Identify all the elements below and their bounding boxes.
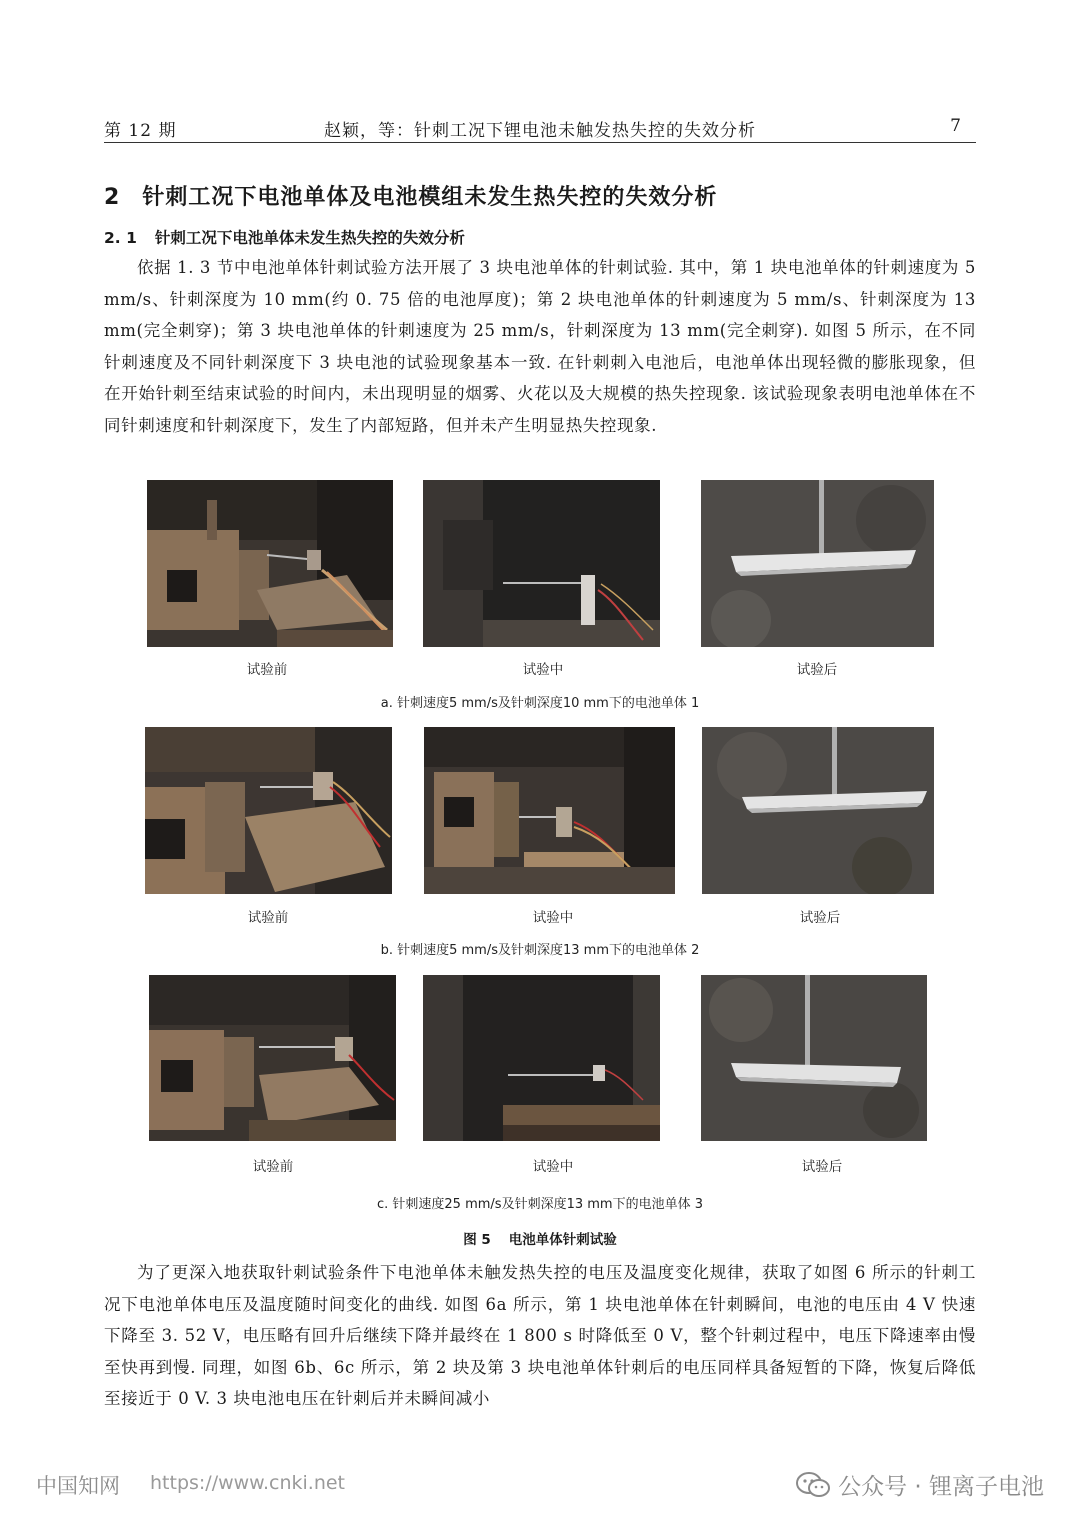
label-c-after: 试验后 — [801, 1159, 843, 1175]
wechat-account-name: 公众号 · 锂离子电池 — [838, 1474, 1044, 1500]
section-number: 2 — [104, 185, 121, 210]
subfigure-caption-a: a. 针刺速度5 mm/s及针刺深度10 mm下的电池单体 1 — [380, 696, 700, 711]
subfigure-caption-b: b. 针刺速度5 mm/s及针刺深度13 mm下的电池单体 2 — [380, 943, 700, 958]
subsection-title: 针刺工况下电池单体未发生热失控的失效分析 — [154, 229, 465, 247]
subfigure-caption-c: c. 针刺速度25 mm/s及针刺深度13 mm下的电池单体 3 — [377, 1197, 703, 1212]
label-a-before: 试验前 — [246, 662, 288, 678]
photo-c-during — [423, 975, 660, 1141]
figure-number: 图 5 — [463, 1232, 491, 1248]
running-header — [104, 112, 976, 143]
cnki-url: https://www.cnki.net — [150, 1472, 346, 1494]
photo-c-after — [701, 975, 927, 1141]
photo-b-during — [424, 727, 675, 894]
label-c-during: 试验中 — [532, 1159, 574, 1175]
photo-a-after — [701, 480, 934, 647]
page-number: 7 — [950, 116, 962, 136]
label-b-after: 试验后 — [799, 910, 841, 926]
body-paragraph-1: 依据 1. 3 节中电池单体针刺试验方法开展了 3 块电池单体的针刺试验. 其中，第 1 块电池单体的针刺速度为 5 mm/s、针刺深度为 10 mm(约 0. 75 倍的电池厚度)；第 2 块电池单体的针刺速度为 5 mm/s、针刺深度为 13 mm(完全刺穿)；第 3 块电池单体的针刺速度为 25 mm/s，针刺深度为 13 mm(完全刺穿). 如图 5 所示，在不同针刺速度及不同针刺深度下 3 块电池的试验现象基本一致. 在针刺刺入电池后，电池单体出现轻微的膨胀现象，但在开始针刺至结束试验的时间内，未出现明显的烟雾、火花以及大规模的热失控现象. 该试验现象表明电池单体在不同针刺速度和针刺深度下，发生了内部短路，但并未产生明显热失控现象. — [104, 258, 976, 435]
label-c-before: 试验前 — [252, 1159, 294, 1175]
figure-caption — [0, 1228, 1080, 1248]
photo-a-during — [423, 480, 660, 647]
cnki-brand: 中国知网 — [36, 1474, 120, 1498]
issue-number: 第 12 期 — [104, 121, 177, 141]
wechat-icon — [796, 1471, 830, 1505]
running-title: 赵颖，等：针刺工况下锂电池未触发热失控的失效分析 — [324, 121, 756, 141]
photo-b-before — [145, 727, 392, 894]
photo-b-after — [702, 727, 934, 894]
body-paragraph-2: 为了更深入地获取针刺试验条件下电池单体未触发热失控的电压及温度变化规律，获取了如图 6 所示的针刺工况下电池单体电压及温度随时间变化的曲线. 如图 6a 所示，第 1 块电池单体在针刺瞬间，电池的电压由 4 V 快速下降至 3. 52 V，电压略有回升后继续下降并最终在 1 800 s 时降低至 0 V，整个针刺过程中，电压下降速率由慢至快再到慢. 同理，如图 6b、6c 所示，第 2 块及第 3 块电池单体针刺后的电压同样具备短暂的下降，恢复后降低至接近于 0 V. 3 块电池电压在针刺后并未瞬间减小 — [104, 1263, 976, 1408]
watermark-footer — [36, 1464, 1044, 1504]
subsection-heading — [104, 226, 465, 248]
section-heading — [104, 180, 717, 211]
section-title: 针刺工况下电池单体及电池模组未发生热失控的失效分析 — [142, 185, 718, 210]
subsection-number: 2. 1 — [104, 229, 137, 247]
label-b-during: 试验中 — [532, 910, 574, 926]
label-b-before: 试验前 — [247, 910, 289, 926]
label-a-after: 试验后 — [796, 662, 838, 678]
photo-a-before — [147, 480, 393, 647]
wechat-account — [796, 1468, 1044, 1505]
label-a-during: 试验中 — [522, 662, 564, 678]
figure-title: 电池单体针刺试验 — [508, 1232, 617, 1248]
photo-c-before — [149, 975, 396, 1141]
